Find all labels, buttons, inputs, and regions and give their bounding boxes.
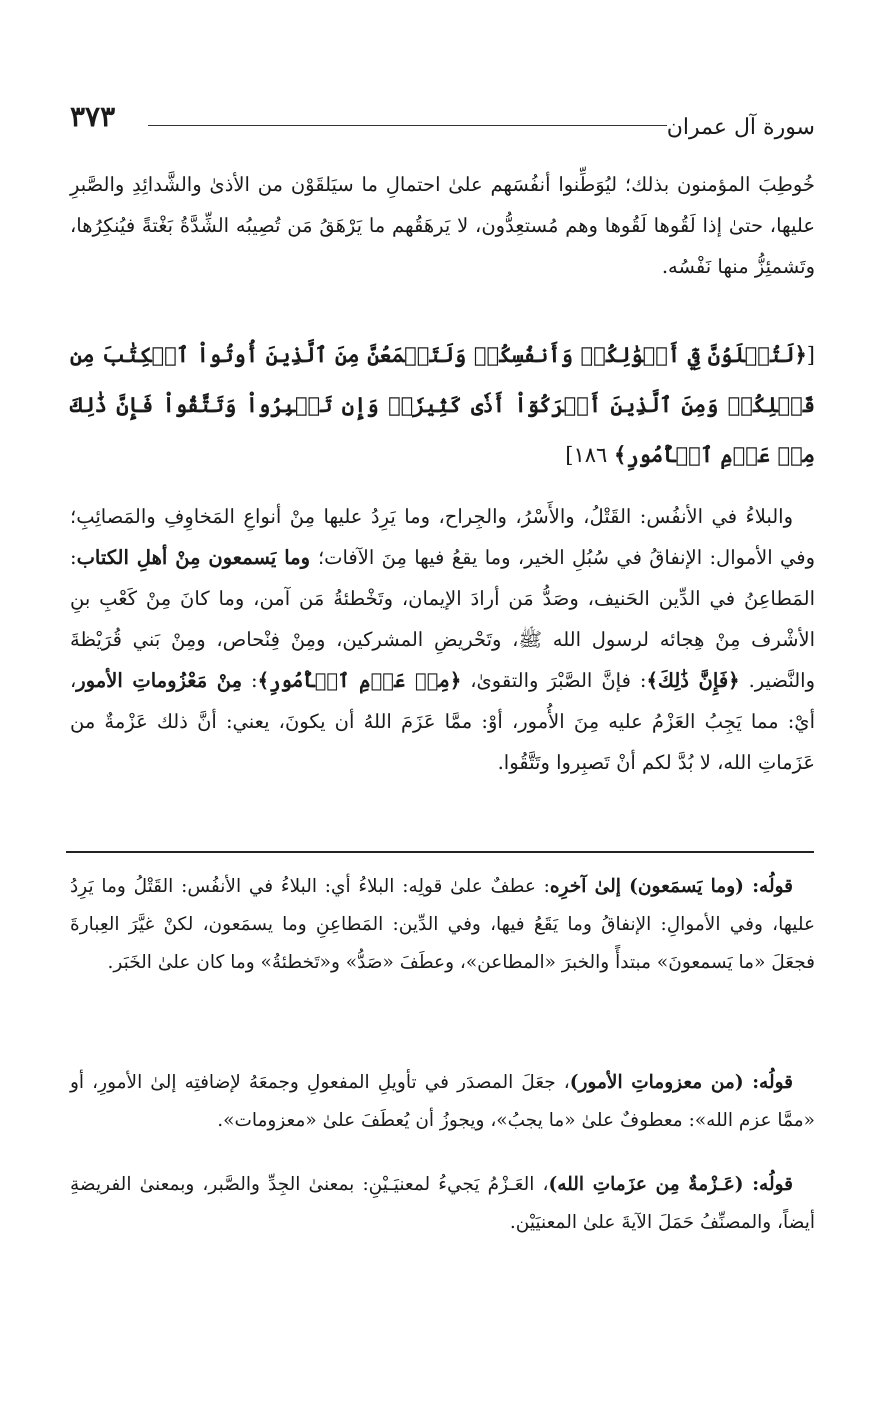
para2-text-3: : فإنَّ الصَّبْرَ والتقوىٰ، (461, 669, 647, 692)
para2-bold-2: مِنْ مَعْزُوماتِ الأمور (76, 669, 243, 692)
footnote-1-lead: قولُه: (وما يَسمَعون) إلىٰ آخرِه (549, 876, 793, 897)
footnote-2-text: ، جعَلَ المصدَر في تأويلِ المفعولِ وجمعَهُ لإضافتِه إلىٰ الأمورِ، أو «ممَّا عزم الله»: معطوفٌ علىٰ «ما يجبُ»، ويجوزُ أن يُعطَفَ علىٰ «معزومات». (70, 1072, 815, 1131)
running-header (70, 100, 815, 150)
footnote-3-text: ، العَـزْمُ يَجيءُ لمعنيَـيْنِ: بمعنىٰ الجِدِّ والصَّبر، وبمعنىٰ الفريضةِ أيضاً، والمصنِّفُ حَمَلَ الآيةَ علىٰ المعنيَيْن. (70, 1174, 815, 1233)
verse-number: ١٨٦ (573, 443, 608, 467)
header-rule (148, 125, 667, 126)
para2-text-4: : (242, 669, 258, 692)
verse-close-bracket: ] (565, 443, 574, 467)
commentary-paragraph-1: خُوطِبَ المؤمنون بذلك؛ ليُوَطِّنوا أنفُسَهم علىٰ احتمالِ ما سيَلقَوْن من الأذىٰ والشَّدائِدِ والصَّبرِ عليها، حتىٰ إذا لَقُوها لَقُوها وهم مُستعِدُّون، لا يَرهَقُهم ما يَرْهَقُ مَن تُصِيبُه الشِّدَّةُ بَغْتةً فيُنكِرُها، وتَشمئِزُّ منها نَفْسُه. (70, 173, 815, 278)
footnote-3-lead: قولُه: (عَـزْمةٌ مِن عزَماتِ الله) (548, 1174, 794, 1195)
verse-text: ﴿لَتُبۡلَوُنَّ فِيٓ أَمۡوَٰلِكُمۡ وَأَنفُسِكُمۡ وَلَتَسۡمَعُنَّ مِنَ ٱلَّذِينَ أُوتُواْ ٱلۡكِتَٰبَ مِن قَبۡلِكُمۡ وَمِنَ ٱلَّذِينَ أَشۡرَكُوٓاْ أَذٗى كَثِيرٗاۚ وَإِن تَصۡبِرُواْ وَتَتَّقُواْ فَإِنَّ ذَٰلِكَ مِنۡ عَزۡمِ ٱلۡأُمُورِ﴾ (70, 342, 815, 467)
verse-open-bracket: [ (806, 343, 815, 367)
footnote-2 (70, 1064, 815, 1140)
footnote-1 (70, 868, 815, 982)
para2-text-5: ، أيْ: مما يَجِبُ العَزْمُ عليه مِنَ الأُمور، أوْ: ممَّا عَزَمَ اللهُ أن يكونَ، يعني: أنَّ ذلك عَزْمةٌ من عَزَماتِ الله، لا بُدَّ لكم أنْ تَصبِروا وتَتَّقُوا. (70, 669, 815, 774)
para2-bold-1: وما يَسمعون مِنْ أهلِ الكتاب (76, 546, 318, 569)
surah-title: سورة آل عمران (666, 115, 815, 140)
para2-text-2: : المَطاعِنُ في الدِّين الحَنيف، وصَدُّ مَن أرادَ الإيمان، وتَخْطئةُ مَن آمن، وما كانَ مِنْ كَعْبِ بنِ الأشْرف مِنْ هِجائه لرسول الله ﷺ، وتَحْريضِ المشركين، ومِنْ فِنْحاص، ومِنْ بَني قُرَيْظةَ والنَّضير. (70, 546, 815, 692)
para2-quran-2: ﴿مِنۡ عَزۡمِ ٱلۡأُمُورِ﴾ (257, 669, 462, 692)
quran-verse (70, 330, 815, 480)
footnote-divider (66, 851, 814, 853)
para2-quran-1: ﴿فَإِنَّ ذَٰلِكَ﴾ (646, 669, 740, 692)
footnote-3 (70, 1166, 815, 1242)
footnote-2-lead: قولُه: (من معزوماتِ الأمور) (569, 1072, 794, 1093)
commentary-paragraph-2 (70, 496, 815, 783)
page-number: ٣٧٣ (70, 100, 116, 133)
para2-text-1: والبلاءُ في الأنفُس: القَتْلُ، والأَسْرُ، والجِراح، وما يَرِدُ عليها مِنْ أنواعِ المَخاوِفِ والمَصائِبِ؛ وفي الأموال: الإنفاقُ في سُبُلِ الخير، وما يقعُ فيها مِنَ الآفات؛ (70, 505, 816, 569)
footnote-1-text: : عطفٌ علىٰ قولِه: البلاءُ أي: البلاءُ في الأنفُس: القَتْلُ وما يَرِدُ عليها، وفي الأموالِ: الإنفاقُ وما يَقَعُ فيها، وفي الدِّين: المَطاعِنِ وما يسمَعون، لكنْ غيَّرَ العِبارةَ فجعَلَ «ما يَسمعونَ» مبتدأً والخبرَ «المطاعن»، وعطَفَ «صَدُّ» و«تَخطئةُ» وما كان علىٰ الخَبَر. (70, 876, 815, 973)
